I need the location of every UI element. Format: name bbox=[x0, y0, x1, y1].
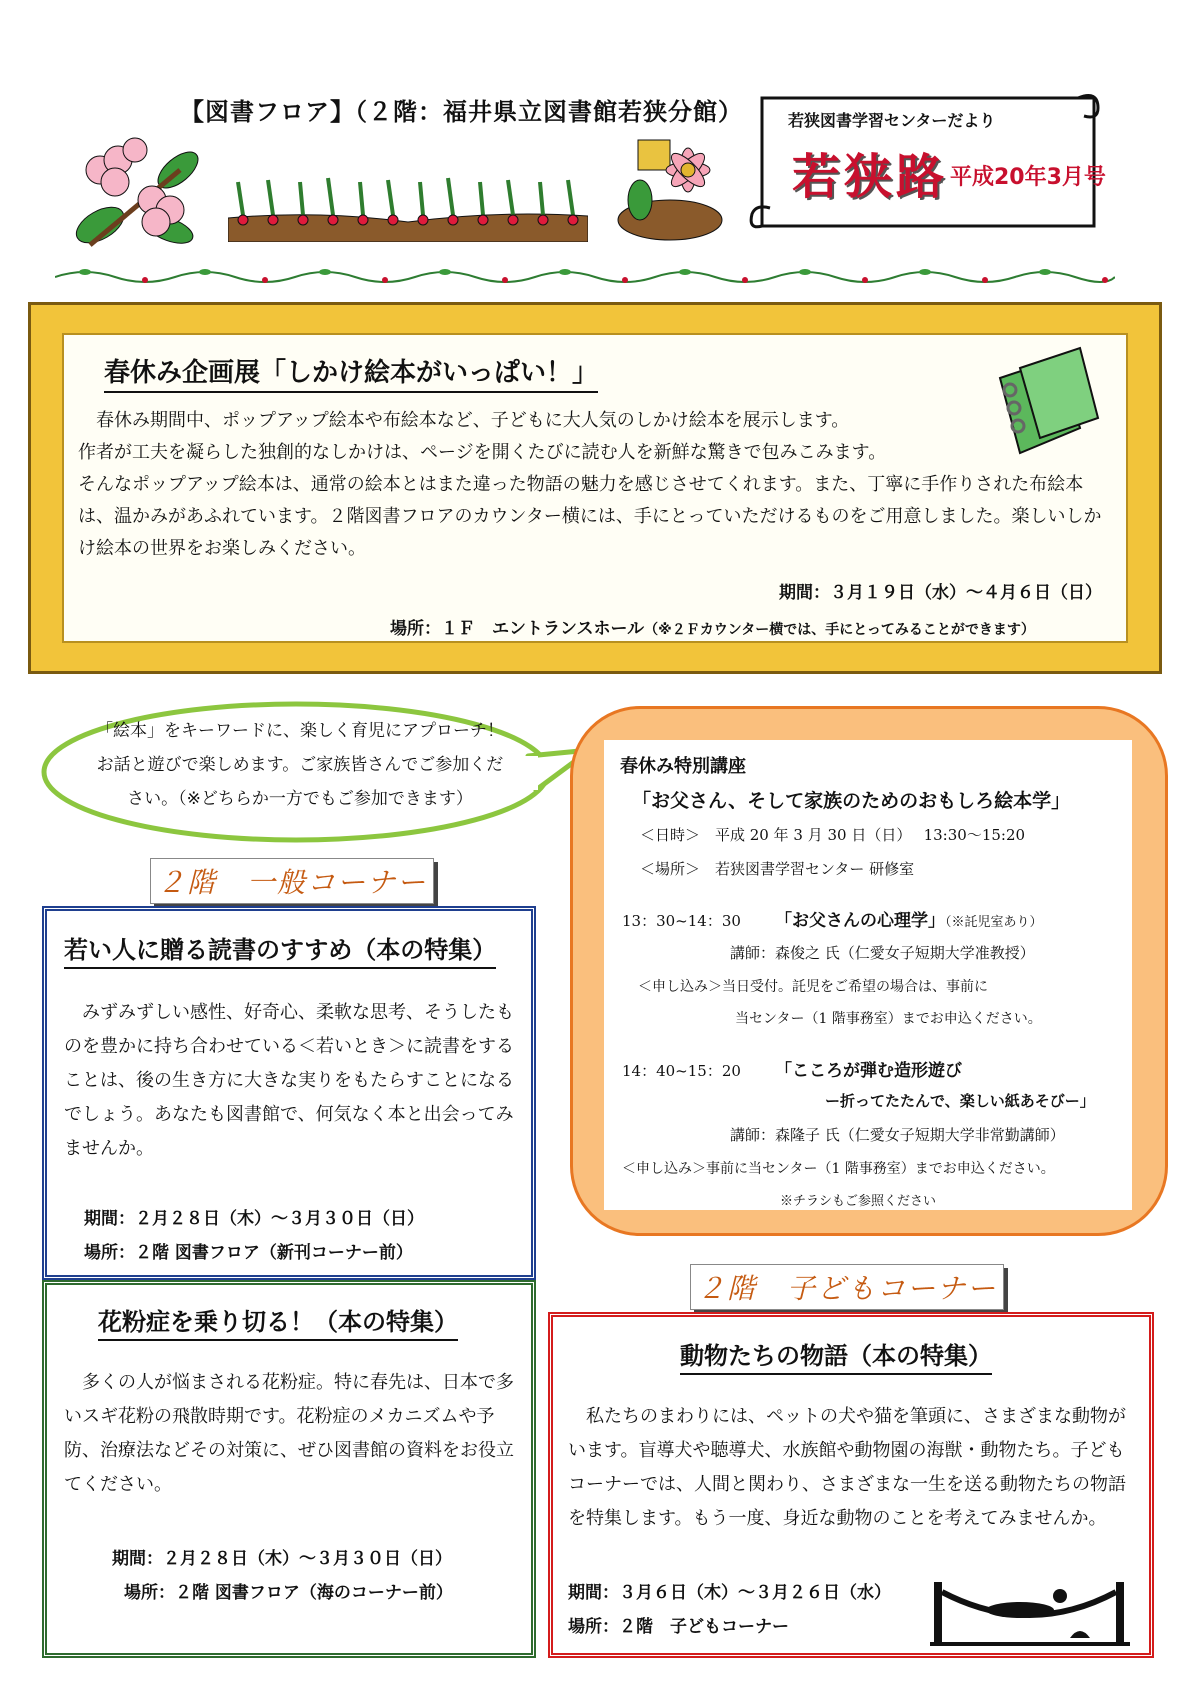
animals-title: 動物たちの物語（本の特集） bbox=[680, 1336, 992, 1375]
pollen-place: 場所：２階 図書フロア（海のコーナー前） bbox=[124, 1583, 453, 1603]
newsletter-name: 若狭路 bbox=[792, 149, 949, 205]
animals-place: 場所：２階 子どもコーナー bbox=[568, 1617, 789, 1637]
youth-body: みずみずしい感性、好奇心、柔軟な思考、そうしたものを豊かに持ち合わせている＜若いとき＞に読書をすることは、後の生き方に大きな実りをもたらすことになるでしょう。あなたも図書館で、何気なく本と出会ってみませんか。 bbox=[64, 1002, 514, 1159]
session1-heading bbox=[775, 906, 1043, 931]
feature-body bbox=[78, 405, 1118, 565]
animals-period: 期間：３月６日（木）～３月２６日（水） bbox=[568, 1583, 891, 1603]
youth-period: 期間：２月２８日（木）～３月３０日（日） bbox=[84, 1209, 424, 1229]
kids-corner-label: ２階 子どもコーナー bbox=[690, 1264, 1004, 1310]
speech-bubble-text bbox=[70, 714, 530, 816]
azalea-illustration-icon bbox=[60, 130, 210, 255]
youth-title: 若い人に贈る読書のすすめ（本の特集） bbox=[64, 930, 496, 969]
session2-lecturer: 講師：森隆子 氏（仁愛女子短期大学非常勤講師） bbox=[730, 1126, 1065, 1144]
feature-paragraph-1: 春休み期間中、ポップアップ絵本や布絵本など、子どもに大人気のしかけ絵本を展示します。 bbox=[78, 410, 850, 431]
session2-time: 14：40~15：20 bbox=[622, 1062, 741, 1080]
pollen-period: 期間：２月２８日（木）～３月３０日（日） bbox=[112, 1549, 452, 1569]
lecture-flyer-note: ※チラシもご参照ください bbox=[780, 1194, 937, 1209]
session1-apply-line-2: 当センター（1 階事務室）までお申込ください。 bbox=[735, 1011, 1042, 1027]
feature-title: 春休み企画展「しかけ絵本がいっぱい！」 bbox=[104, 352, 598, 393]
animals-body: 私たちのまわりには、ペットの犬や猫を筆頭に、さまざまな動物がいます。盲導犬や聴導犬、水族館や動物園の海獣・動物たち。子どもコーナーでは、人間と関わり、さまざまな一生を送る動物たちの物語を特集します。もう一度、身近な動物のことを考えてみませんか。 bbox=[568, 1406, 1126, 1529]
session1-lecturer: 講師：森俊之 氏（仁愛女子短期大学准教授） bbox=[730, 944, 1035, 962]
newsletter-subtitle: 若狭図書学習センターだより bbox=[788, 111, 996, 130]
session2-apply: ＜申し込み＞事前に当センター（1 階事務室）までお申込ください。 bbox=[622, 1161, 1055, 1177]
radish-row-illustration-icon bbox=[228, 170, 588, 242]
feature-place-note: （※２Ｆカウンター横では、手にとってみることができます） bbox=[644, 622, 1035, 638]
feature-period: 期間：３月１９日（水）～４月６日（日） bbox=[779, 583, 1102, 603]
bubble-line-1: 「絵本」をキーワードに、楽しく育児にアプローチ！ bbox=[96, 721, 504, 741]
youth-place: 場所：２階 図書フロア（新刊コーナー前） bbox=[84, 1243, 413, 1263]
session2-title: 「こころが弾む造形遊び bbox=[775, 1061, 962, 1081]
vine-divider bbox=[55, 262, 1115, 292]
hammock-silhouette-icon bbox=[930, 1578, 1130, 1648]
session2-subtitle: ー折ってたたんで、楽しい紙あそびー」 bbox=[825, 1092, 1095, 1110]
pollen-body: 多くの人が悩まされる花粉症。特に春先は、日本で多いスギ花粉の飛散時期です。花粉症のメカニズムや予防、治療法などその対策に、ぜひ図書館の資料をお役立てください。 bbox=[64, 1372, 514, 1495]
general-corner-label: ２階 一般コーナー bbox=[150, 858, 434, 904]
dahlia-illustration-icon bbox=[610, 130, 730, 242]
lecture-title: 「お父さん、そして家族のためのおもしろ絵本学」 bbox=[632, 790, 1071, 812]
feature-paragraph-2: 作者が工夫を凝らした独創的なしかけは、ページを開くたびに読む人を新鮮な驚きで包みこみます。 bbox=[78, 442, 887, 463]
session1-title: 「お父さんの心理学」 bbox=[775, 911, 945, 931]
page-header-title: 【図書フロア】（２階：福井県立図書館若狭分館） bbox=[180, 98, 743, 126]
session1-time: 13：30~14：30 bbox=[622, 912, 741, 930]
lecture-heading: 春休み特別講座 bbox=[620, 756, 746, 777]
pollen-title: 花粉症を乗り切る！（本の特集） bbox=[98, 1302, 458, 1341]
newsletter-issue: 平成20年3月号 bbox=[950, 165, 1106, 190]
feature-place-main: 場所：１Ｆ エントランスホール bbox=[390, 619, 645, 639]
lecture-place: ＜場所＞ 若狭図書学習センター 研修室 bbox=[640, 860, 915, 878]
session1-note: （※託児室あり） bbox=[945, 915, 1043, 930]
feature-paragraph-3: そんなポップアップ絵本は、通常の絵本とはまた違った物語の魅力を感じさせてくれます。また、丁寧に手作りされた布絵本は、温かみがあふれています。２階図書フロアのカウンター横には、手にとっていただけるものをご用意しました。楽しいしかけ絵本の世界をお楽しみください。 bbox=[78, 474, 1102, 559]
lecture-datetime: ＜日時＞ 平成 20 年 3 月 30 日（日） 13:30～15:20 bbox=[640, 826, 1026, 844]
bubble-line-3: さい。（※どちらか一方でもご参加できます） bbox=[127, 789, 473, 809]
feature-place bbox=[390, 614, 1035, 639]
bubble-line-2: お話と遊びで楽しめます。ご家族皆さんでご参加くだ bbox=[96, 755, 504, 775]
session1-apply-line-1: ＜申し込み＞当日受付。託児をご希望の場合は、事前に bbox=[638, 979, 988, 995]
